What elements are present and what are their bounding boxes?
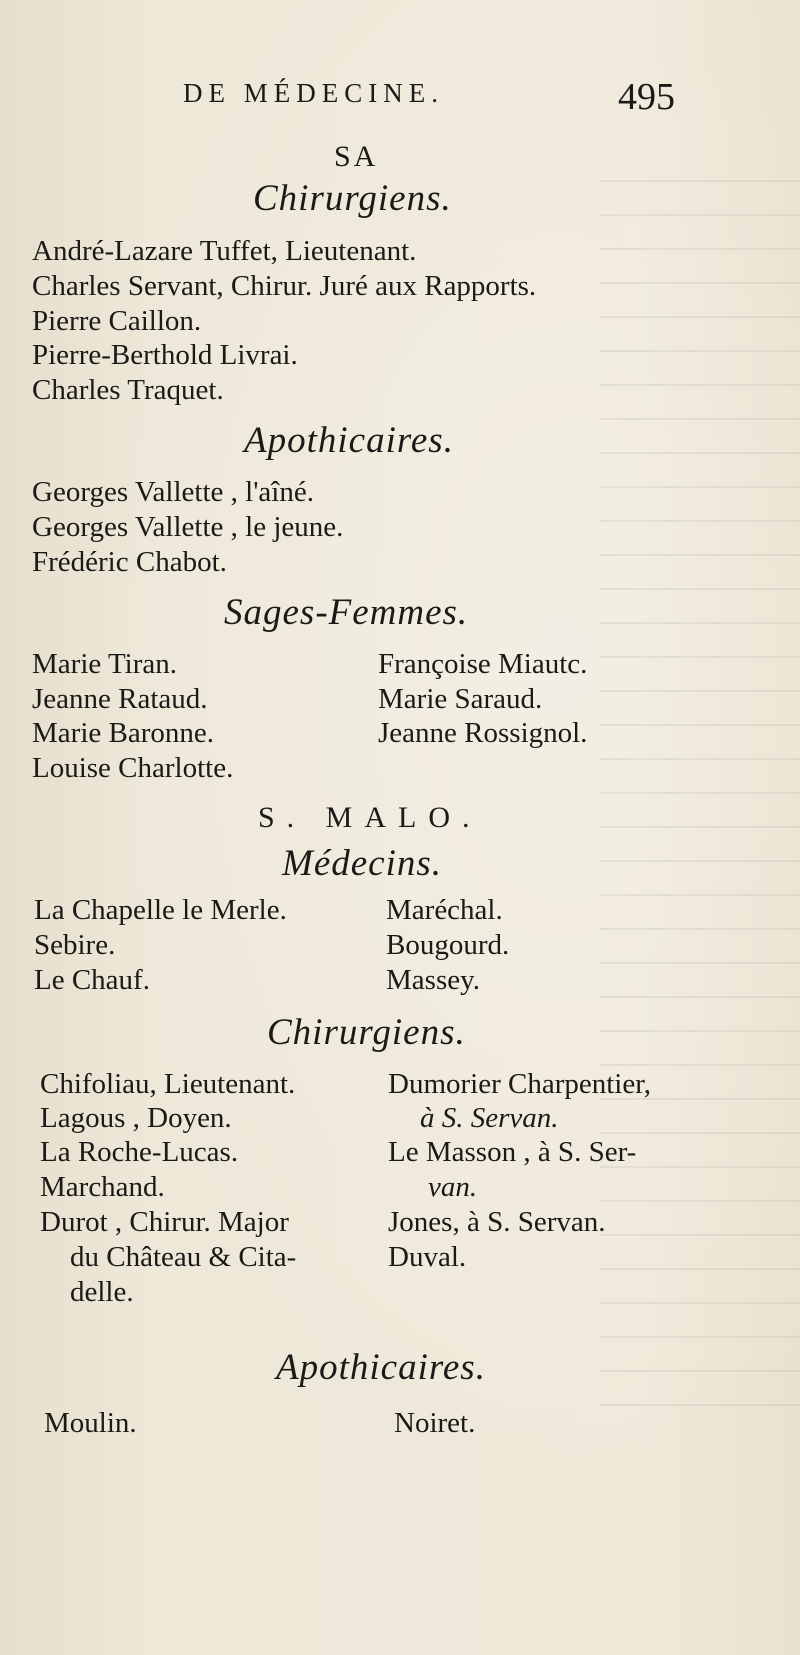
page-number: 495	[618, 76, 675, 118]
entry: Le Chauf.	[34, 964, 150, 996]
entry: Françoise Miautc.	[378, 648, 588, 680]
bleed-through-text	[600, 180, 800, 1430]
entry: Marchand.	[40, 1171, 165, 1203]
category-heading-apothicaires: Apothicaires.	[244, 420, 454, 461]
entry: André-Lazare Tuffet, Lieutenant.	[32, 235, 417, 267]
entry: Durot , Chirur. Major	[40, 1206, 289, 1238]
entry: Dumorier Charpentier,	[388, 1068, 651, 1100]
category-heading-medecins: Médecins.	[282, 843, 443, 884]
entry: Maréchal.	[386, 894, 503, 926]
entry: Noiret.	[394, 1407, 476, 1439]
category-heading-sages-femmes: Sages-Femmes.	[224, 592, 469, 633]
entry: Pierre-Berthold Livrai.	[32, 339, 298, 371]
entry: Marie Baronne.	[32, 717, 214, 749]
entry: Le Masson , à S. Ser-	[388, 1136, 637, 1168]
entry: Bougourd.	[386, 929, 510, 961]
entry: Georges Vallette , l'aîné.	[32, 476, 314, 508]
entry: Moulin.	[44, 1407, 137, 1439]
entry: Jeanne Rossignol.	[378, 717, 588, 749]
entry: Pierre Caillon.	[32, 305, 202, 337]
entry: Marie Tiran.	[32, 648, 177, 680]
category-heading-chirurgiens-malo: Chirurgiens.	[267, 1012, 466, 1053]
entry: à S. Servan.	[420, 1102, 559, 1134]
entry: La Chapelle le Merle.	[34, 894, 287, 926]
entry: Jeanne Rataud.	[32, 683, 208, 715]
entry: du Château & Cita-	[70, 1241, 297, 1273]
entry: Charles Traquet.	[32, 374, 224, 406]
category-heading-apothicaires-malo: Apothicaires.	[276, 1347, 486, 1388]
entry: Duval.	[388, 1241, 467, 1273]
entry: Louise Charlotte.	[32, 752, 234, 784]
entry: Georges Vallette , le jeune.	[32, 511, 344, 543]
entry: Massey.	[386, 964, 480, 996]
entry: La Roche-Lucas.	[40, 1136, 239, 1168]
section-heading-s-malo: S. MALO.	[258, 801, 482, 834]
entry: Lagous , Doyen.	[40, 1102, 232, 1134]
entry: Chifoliau, Lieutenant.	[40, 1068, 296, 1100]
entry: van.	[428, 1171, 478, 1203]
entry: delle.	[70, 1276, 134, 1308]
entry: Charles Servant, Chirur. Juré aux Rapports.	[32, 270, 537, 302]
entry: Marie Saraud.	[378, 683, 543, 715]
category-heading-chirurgiens: Chirurgiens.	[253, 178, 452, 219]
running-header: DE MÉDECINE.	[183, 78, 444, 108]
entry: Frédéric Chabot.	[32, 546, 227, 578]
section-heading-sa: SA	[334, 140, 379, 173]
entry: Sebire.	[34, 929, 116, 961]
entry: Jones, à S. Servan.	[388, 1206, 606, 1238]
